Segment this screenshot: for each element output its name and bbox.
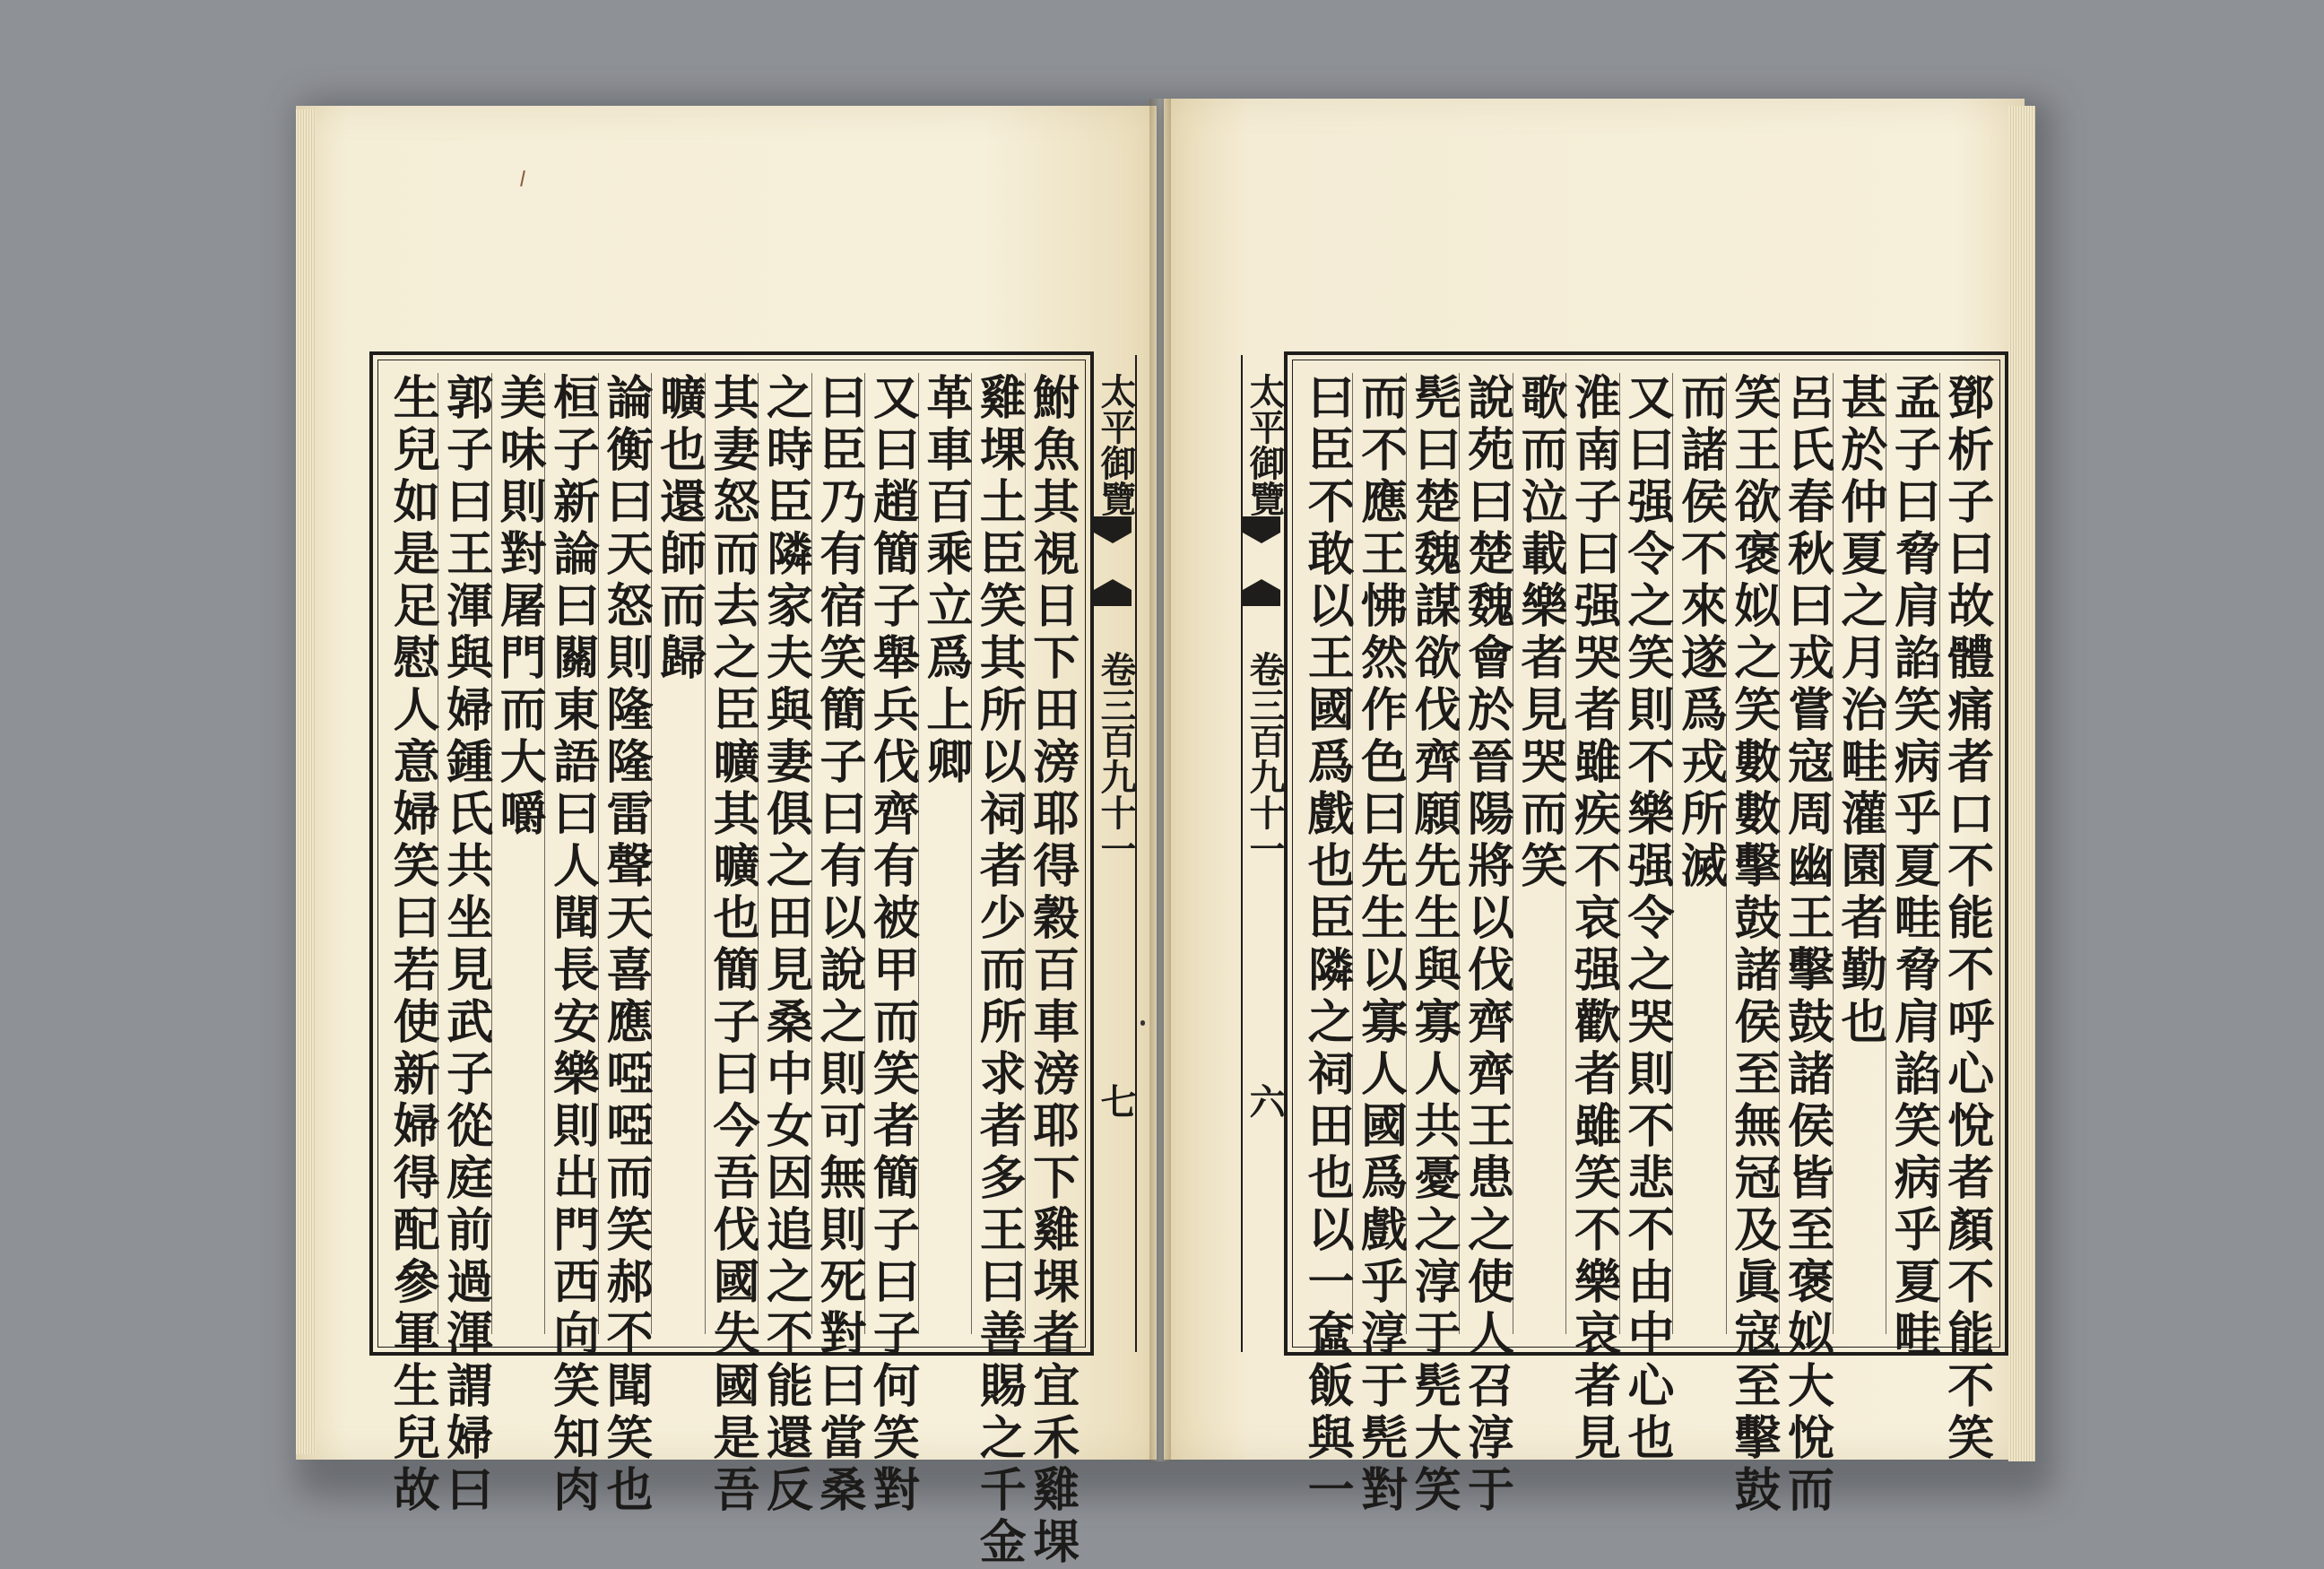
text-column (1833, 373, 1886, 1334)
column-text: 論衡曰天怒則隆隆雷聲天喜應啞啞而笑郝不聞笑也 (598, 373, 654, 1517)
book-gutter (1149, 99, 1171, 1461)
text-column (1618, 373, 1674, 1465)
column-text: 曰臣不敢以王國爲戲也臣隣之祠田也以一奩飯與一 (1299, 373, 1355, 1517)
column-text: 說苑曰楚魏會於晉陽將以伐齊齊王患之使人召淳于 (1459, 373, 1514, 1517)
column-text: 鮒魚其視日下田滂耶得穀百車滂耶下雞堁者宜禾雞堁 (1024, 373, 1080, 1569)
text-column (1938, 373, 1994, 1465)
text-column (1299, 373, 1355, 1517)
column-text: 又曰趙簡子舉兵伐齊有被甲而笑者簡子曰子何笑對 (864, 373, 920, 1517)
right-columns (1299, 373, 1994, 1517)
text-column (544, 373, 600, 1517)
column-text: 美味則對屠門而大嚼 (491, 373, 547, 841)
left-heart-volume: 卷三百九十一 (1095, 651, 1137, 866)
right-page-stack (2008, 106, 2035, 1461)
right-center-strip (1241, 355, 1286, 1352)
right-heart-title: 太平御覽 (1244, 373, 1286, 516)
text-column (1886, 373, 1941, 1361)
fishtail-top-icon (1094, 516, 1132, 543)
left-page-stack (296, 109, 316, 1454)
left-heart-page: 七 (1095, 1083, 1137, 1119)
text-column (1352, 373, 1408, 1517)
column-text: 淮南子曰强哭者雖疾不哀强歡者雖笑不樂哀者見 (1565, 373, 1621, 1465)
column-text: 桓子新論曰關東語曰人聞長安樂則出門西向笑知肉 (544, 373, 600, 1517)
column-text: 曰臣乃有宿笑簡子曰有以說之則可無則死對曰當桑 (811, 373, 866, 1517)
column-text: 曠也還師而歸 (651, 373, 707, 685)
text-column (598, 373, 654, 1517)
text-column (651, 373, 707, 1334)
text-column (1406, 373, 1461, 1517)
column-text: 之時臣隣家夫與妻俱之田見桑中女因追之不能還反 (758, 373, 813, 1517)
fishtail-bottom-icon (1243, 579, 1280, 606)
column-text: 其妻怒而去之臣曠其曠也簡子曰今吾伐國失國是吾 (704, 373, 759, 1517)
ink-dot (1140, 1020, 1145, 1026)
column-text: 歌而泣載樂者見哭而笑 (1513, 373, 1568, 893)
text-column (1459, 373, 1514, 1517)
text-column (1024, 373, 1080, 1569)
right-heart-volume: 卷三百九十一 (1244, 651, 1286, 866)
column-text: 呂氏春秋曰戎嘗寇周幽王擊鼓諸侯皆至褒姒大悅而 (1779, 373, 1834, 1517)
column-text: 而不應王怫然作色曰先生以寡人國爲戲乎淳于髡對 (1352, 373, 1408, 1517)
text-column (864, 373, 920, 1517)
fishtail-bottom-icon (1094, 579, 1132, 606)
fishtail-top-icon (1243, 516, 1280, 543)
left-columns (385, 373, 1080, 1569)
text-column (385, 373, 440, 1517)
text-column (491, 373, 547, 1334)
left-text-frame (369, 351, 1137, 1569)
text-column (971, 373, 1027, 1569)
column-text: 孟子曰脅肩諂笑病乎夏畦脅肩諂笑病乎夏畦 (1886, 373, 1941, 1361)
text-column (1672, 373, 1728, 1334)
left-center-strip (1092, 355, 1137, 1352)
text-column (1779, 373, 1834, 1517)
text-column (758, 373, 813, 1517)
right-heart-page: 六 (1244, 1083, 1286, 1119)
column-text: 郭子曰王渾與婦鍾氏共坐見武子從庭前過渾謂婦曰 (438, 373, 493, 1517)
column-text: 革車百乘立爲上卿 (917, 373, 973, 789)
text-column (704, 373, 759, 1517)
right-text-frame (1244, 351, 2008, 1517)
column-text: 而諸侯不來遂爲戎所滅 (1672, 373, 1728, 893)
text-column (811, 373, 866, 1517)
text-column (438, 373, 493, 1517)
column-text: 生兒如是足慰人意婦笑曰若使新婦得配參軍生兒故 (385, 373, 440, 1517)
column-text: 又曰强令之笑則不樂强令之哭則不悲不由中心也 (1618, 373, 1674, 1465)
column-text: 髡曰楚魏謀欲伐齊願先生與寡人共憂之淳于髡大笑 (1406, 373, 1461, 1517)
text-column (1565, 373, 1621, 1465)
column-text: 鄧析子曰故體痛者口不能不呼心悅者顏不能不笑 (1938, 373, 1994, 1465)
left-heart-title: 太平御覽 (1095, 373, 1137, 516)
column-text: 甚於仲夏之月治畦灌園者勤也 (1832, 373, 1887, 1049)
text-column (1513, 373, 1568, 1334)
text-column (1725, 373, 1781, 1517)
column-text: 雞堁土臣笑其所以祠者少而所求者多王曰善賜之千金 (971, 373, 1027, 1569)
text-column (918, 373, 971, 1334)
column-text: 笑王欲褒姒之笑數數擊鼓諸侯至無冠及眞寇至擊鼓 (1725, 373, 1781, 1517)
